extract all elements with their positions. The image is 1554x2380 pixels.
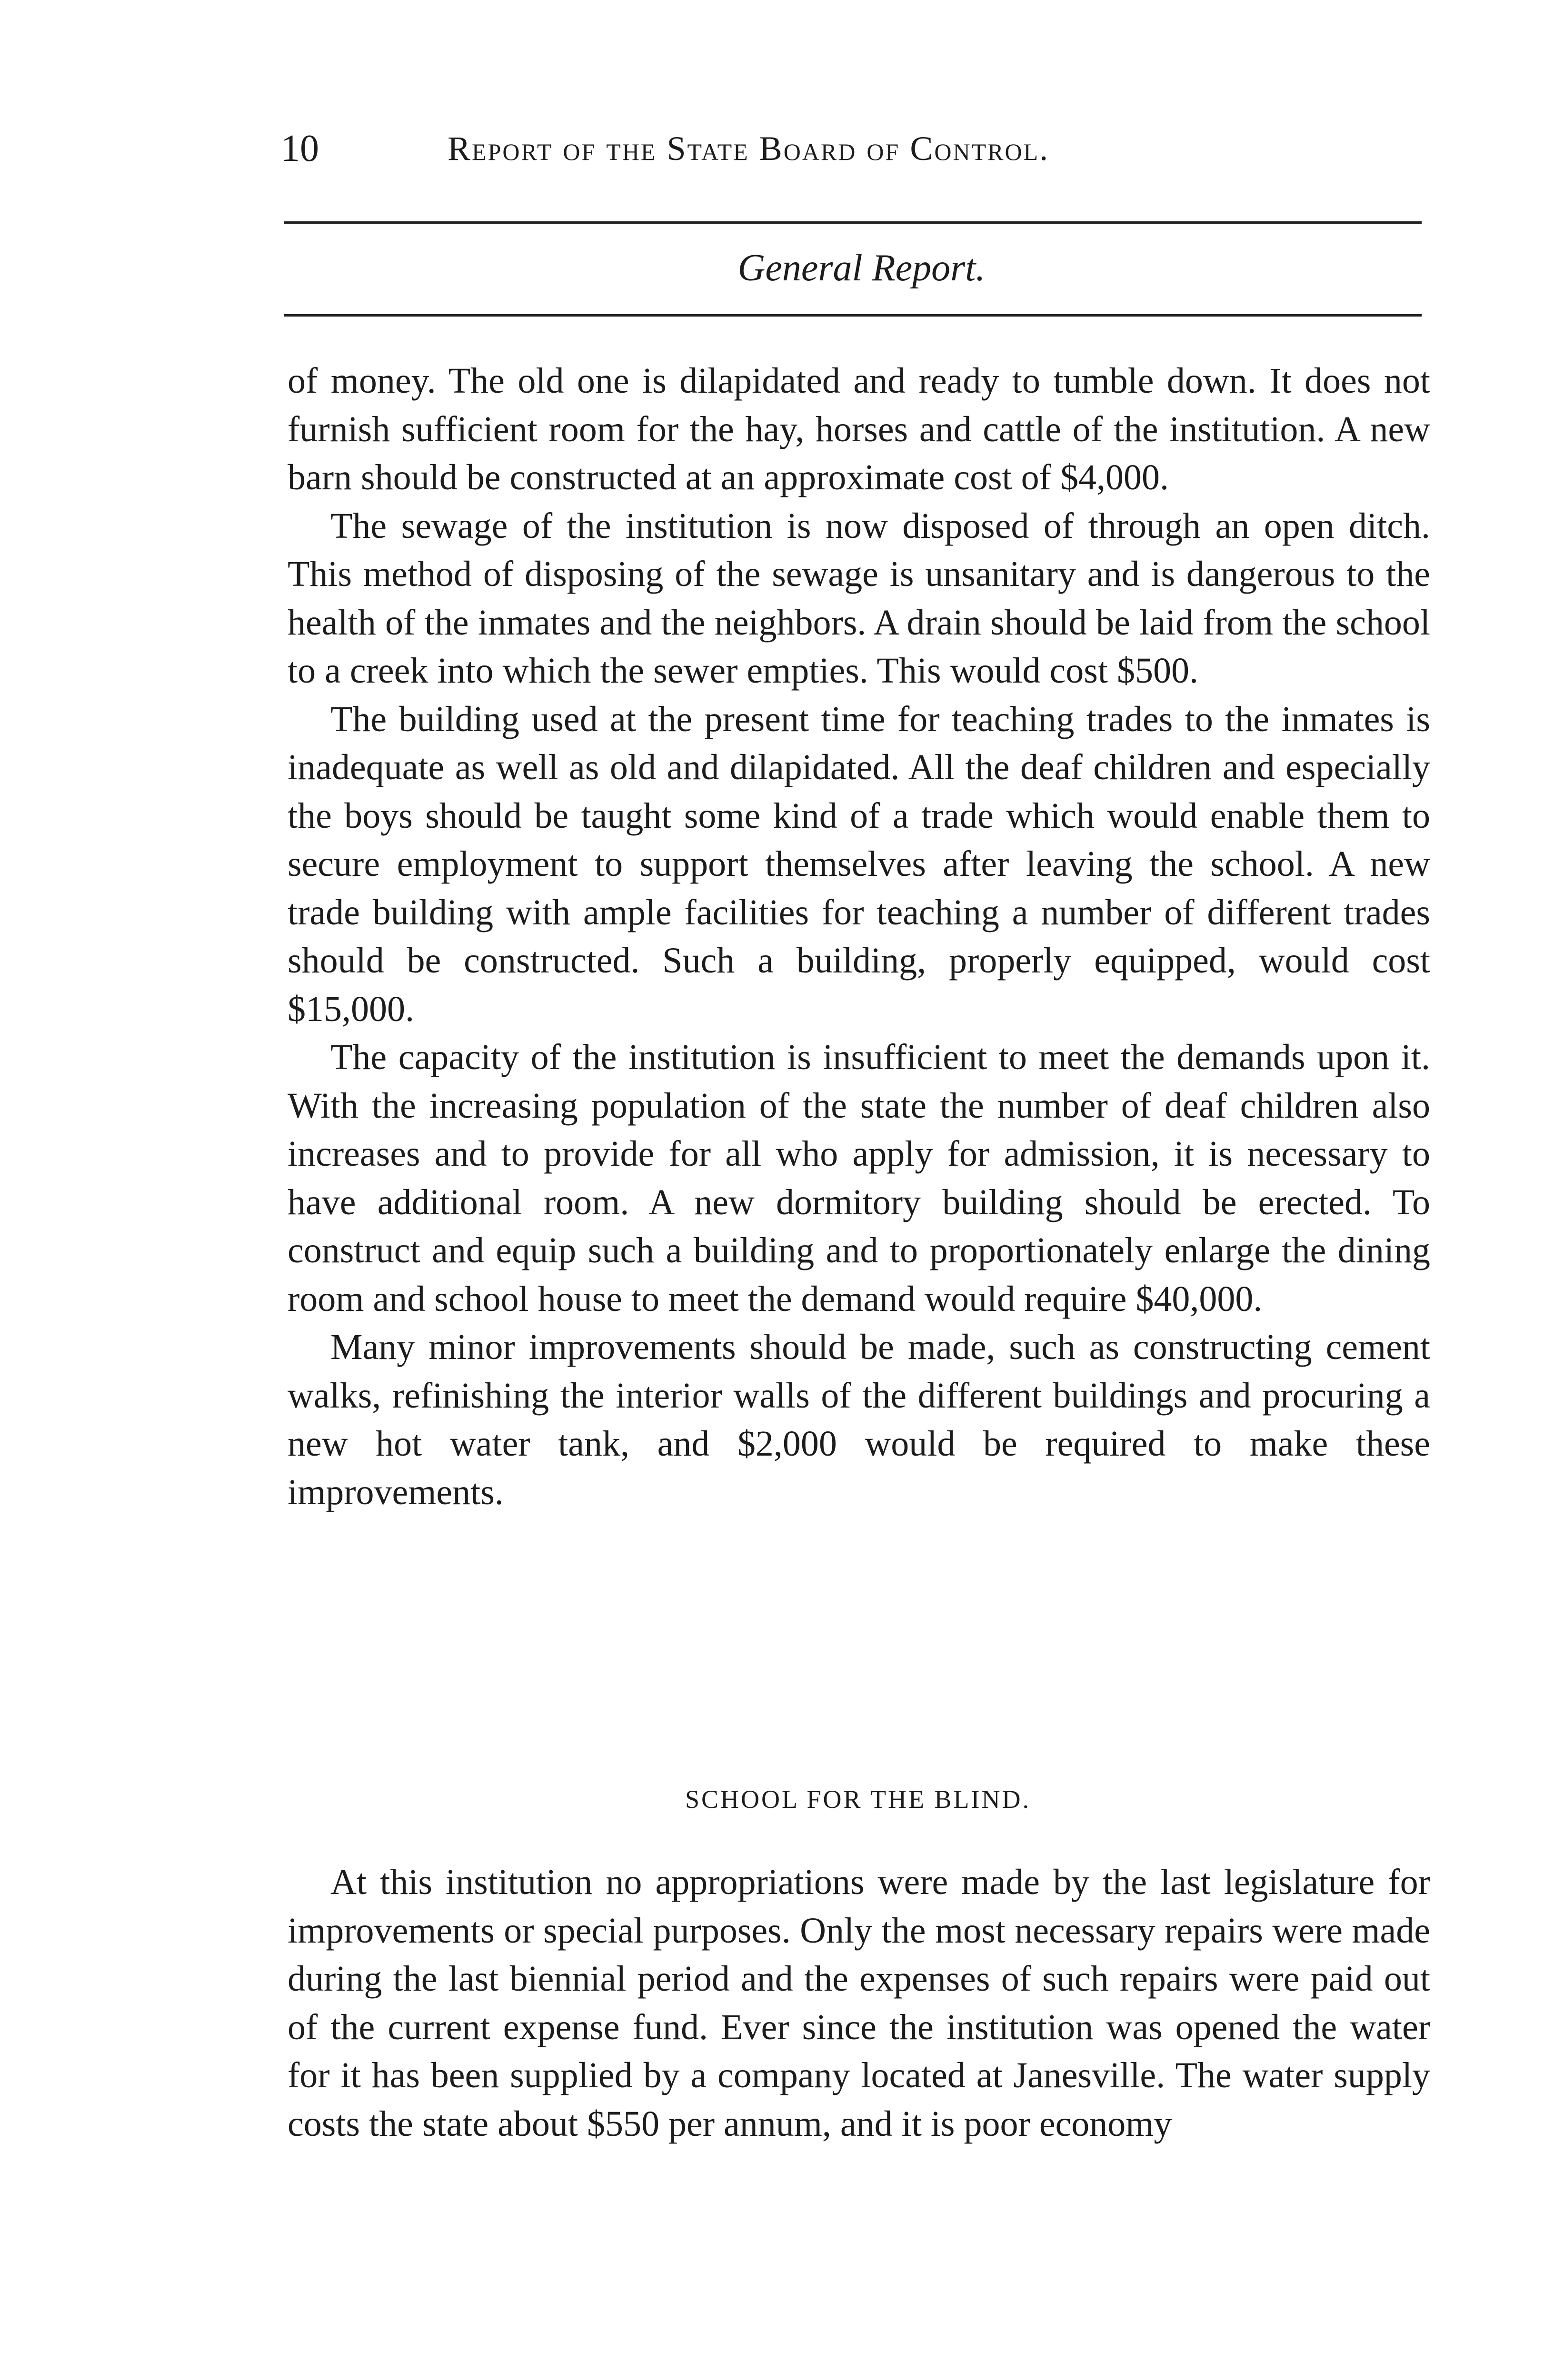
header-rule-bottom: [284, 314, 1422, 317]
section-label: General Report.: [737, 247, 986, 289]
section-heading: SCHOOL FOR THE BLIND.: [685, 1785, 1031, 1814]
body-text-blind-school: [288, 1858, 1430, 2148]
paragraph: The building used at the present time for teaching trades to the inmates is inadequate as well as old and dilapidated. All the deaf children and especially the boys should be taught some kind of a trade which would enable them to secure employment to support themselves after leaving the school. A new trade building with ample facilities for teaching a number of different trades should be constructed. Such a building, properly equipped, would cost $15,000.: [288, 699, 1430, 1029]
paragraph: Many minor improvements should be made, such as constructing cement walks, refinishing the interior walls of the different buildings and procuring a new hot water tank, and $2,000 would be required to make these improvements.: [288, 1327, 1430, 1512]
paragraph: of money. The old one is dilapidated and ready to tumble down. It does not furnish sufficient room for the hay, horses and cattle of the institution. A new barn should be constructed at an approximate cost of $4,000.: [288, 361, 1430, 497]
body-text-general: [288, 357, 1430, 1517]
paragraph: At this institution no appropriations were made by the last legislature for improvements or special purposes. Only the most necessary repairs were made during the last biennial period and the expenses of such repairs were paid out of the current expense fund. Ever since the institution was opened the water for it has been supplied by a company located at Janesville. The water supply costs the state about $550 per annum, and it is poor economy: [288, 1862, 1430, 2144]
paragraph: The sewage of the institution is now disposed of through an open ditch. This method of disposing of the sewage is unsanitary and is dangerous to the health of the inmates and the neighbors. A drain should be laid from the school to a creek into which the sewer empties. This would cost $500.: [288, 506, 1430, 691]
header-rule-top: [284, 221, 1422, 224]
paragraph: The capacity of the institution is insufficient to meet the demands upon it. With the increasing population of the state the number of deaf children also increases and to provide for all who apply for admission, it is necessary to have additional room. A new dormitory building should be erected. To construct and equip such a building and to proportionately enlarge the dining room and school house to meet the demand would require $40,000.: [288, 1037, 1430, 1319]
running-title: Report of the State Board of Control.: [448, 129, 1050, 168]
page-number: 10: [281, 128, 319, 169]
